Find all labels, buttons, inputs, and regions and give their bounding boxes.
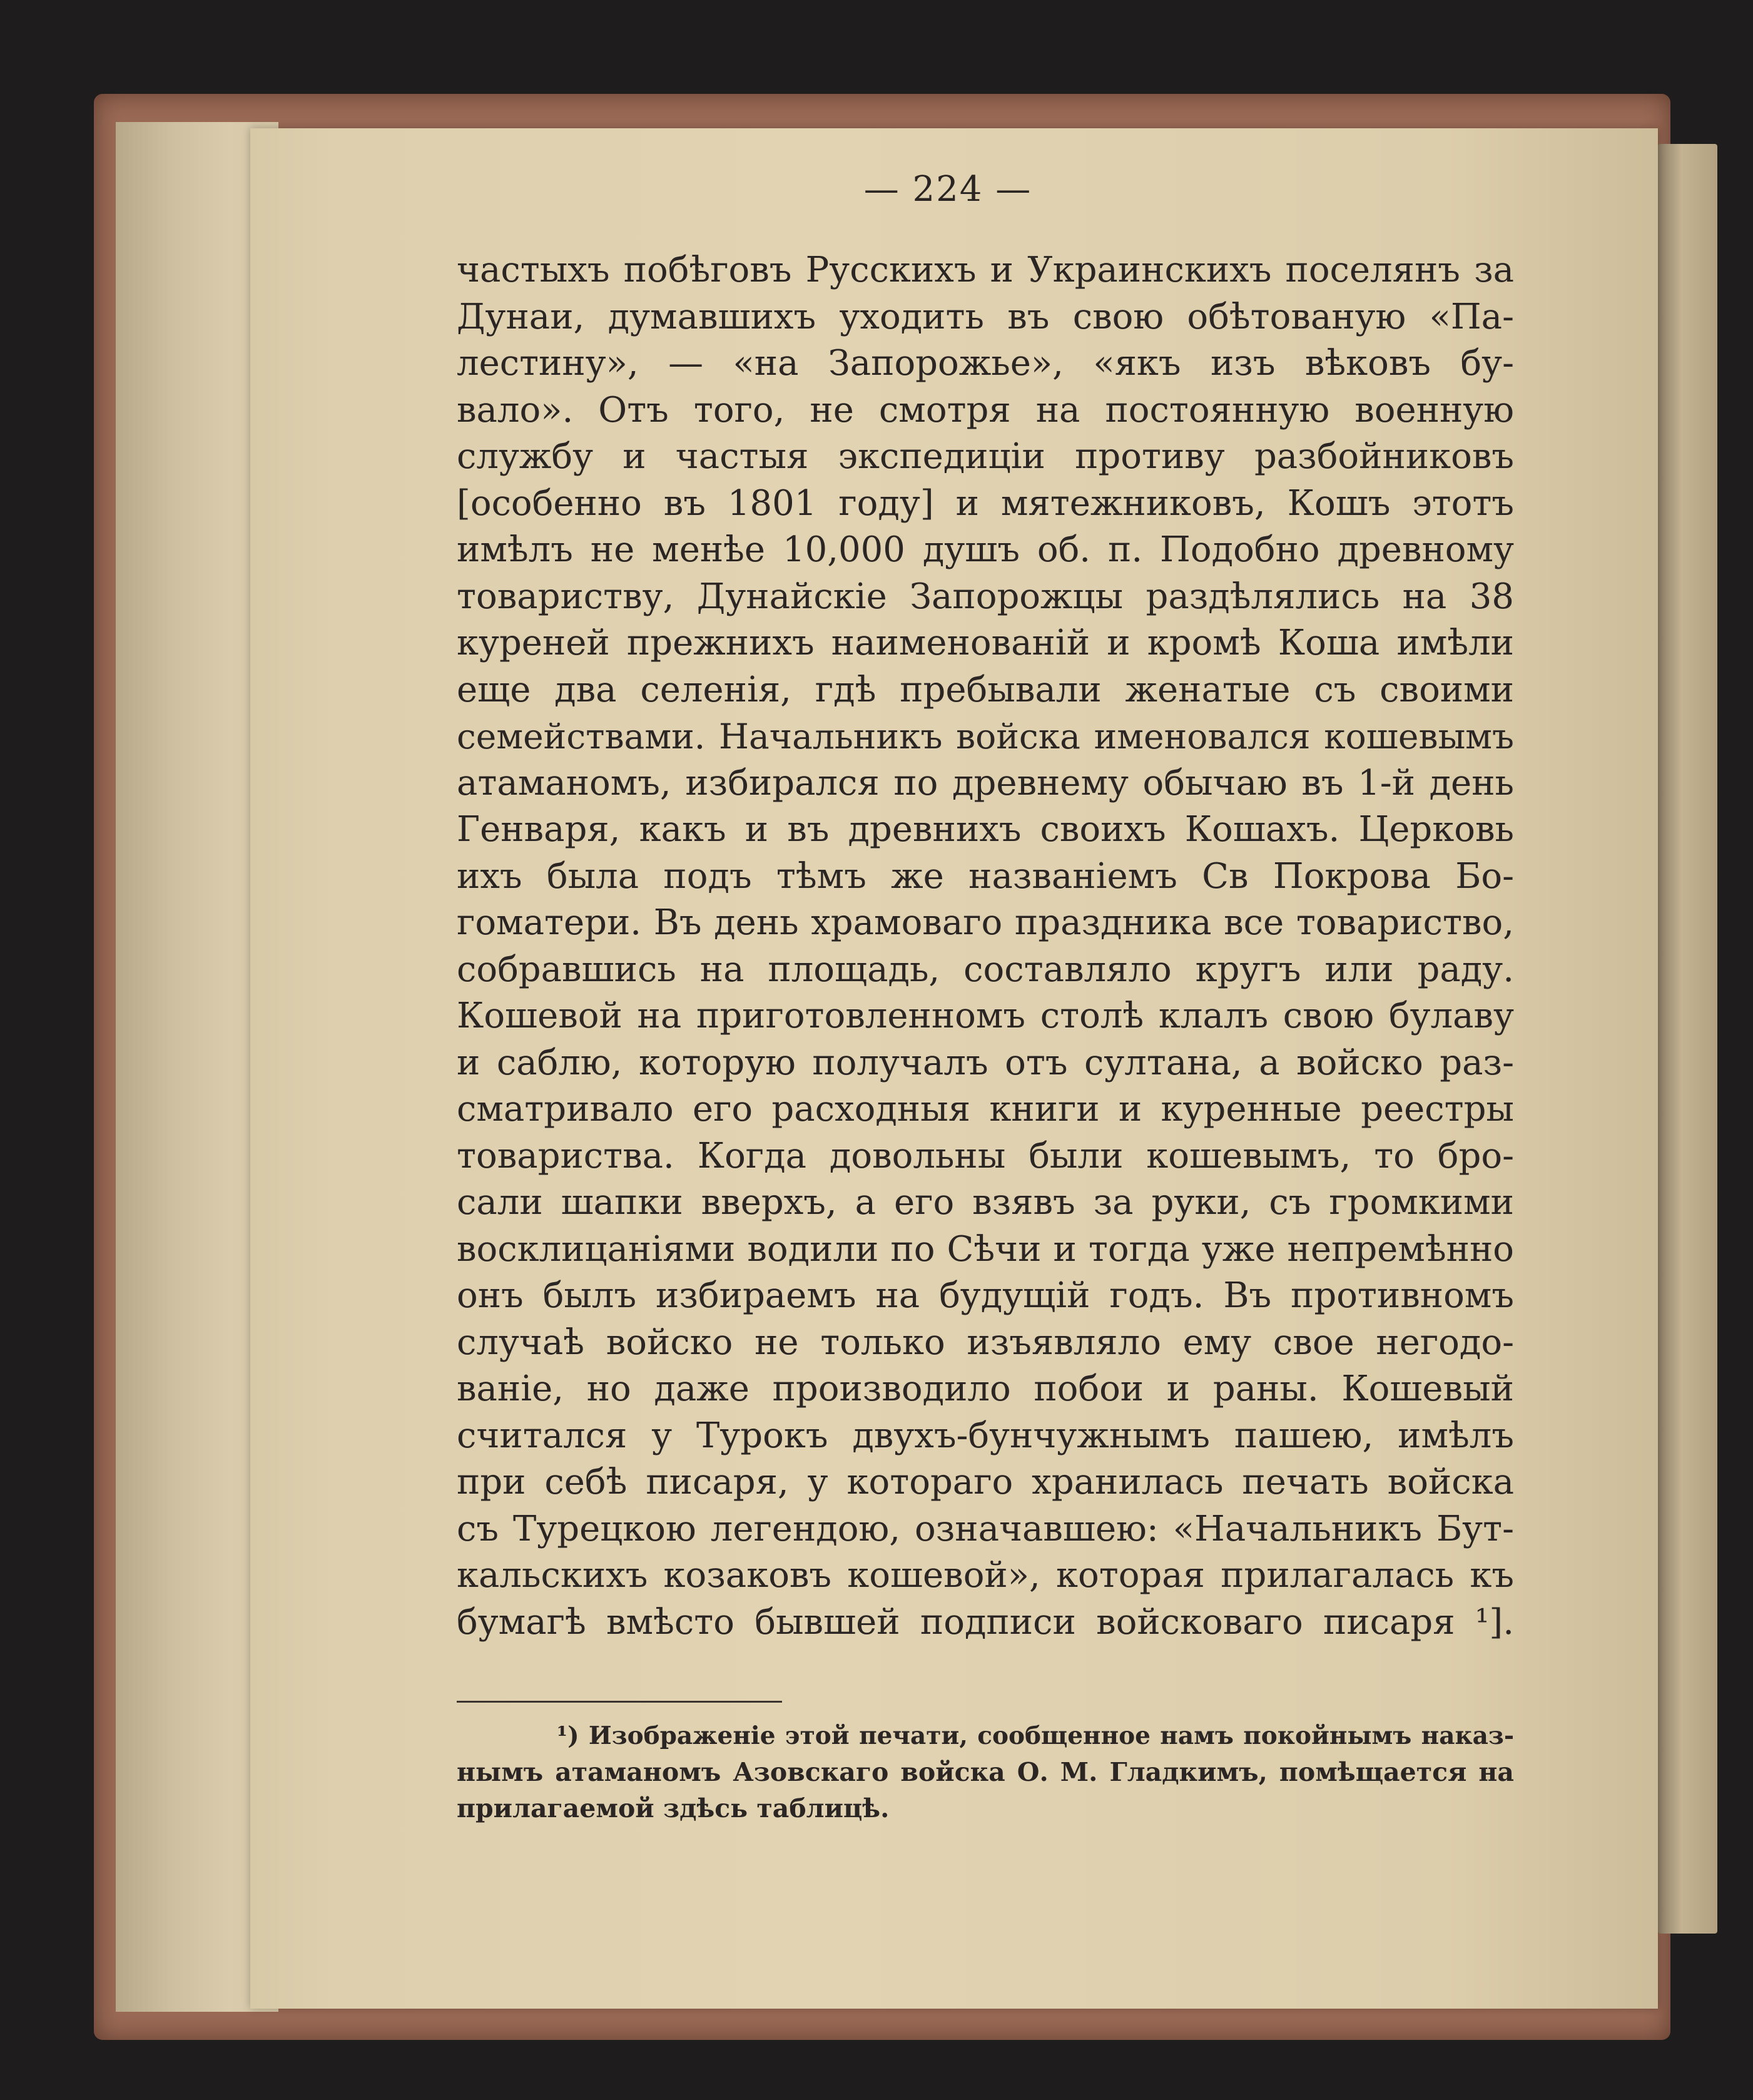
text-line: гоматери. Въ день храмоваго праздника все товариство, [457, 902, 1514, 943]
text-line: Дунаи, думавшихъ уходить въ свою обѣтованую «Па- [457, 296, 1514, 337]
text-line: при себѣ писаря, у котораго хранилась печать войска [457, 1462, 1514, 1502]
text-line: восклицаніями водили по Сѣчи и тогда уже непремѣнно [457, 1228, 1514, 1270]
page-number: — 224 — [863, 169, 1032, 210]
text-line: куреней прежнихъ наименованій и кромѣ Коша имѣли [457, 623, 1514, 663]
text-line: онъ былъ избираемъ на будущій годъ. Въ противномъ [457, 1275, 1514, 1316]
text-line: атаманомъ, избирался по древнему обычаю въ 1-й день [457, 762, 1514, 803]
text-line: собравшись на площадь, составляло кругъ или раду. [457, 949, 1514, 990]
body-text [457, 247, 1514, 1646]
text-line: ваніе, но даже производило побои и раны. Кошевый [457, 1369, 1514, 1409]
text-line: еще два селенія, гдѣ пребывали женатые съ своими [457, 669, 1514, 710]
text-line: съ Турецкою легендою, означавшею: «Начальникъ Бут- [457, 1508, 1514, 1549]
text-line: службу и частыя экспедиціи противу разбойниковъ [457, 436, 1514, 477]
text-line: товариству, Дунайскіе Запорожцы раздѣлялись на 38 [457, 576, 1514, 617]
text-line: [особенно въ 1801 году] и мятежниковъ, Кошъ этотъ [457, 482, 1514, 524]
footnote-line: нымъ атаманомъ Азовскаго войска О. М. Гладкимъ, помѣщается на [457, 1757, 1514, 1787]
text-line: семействами. Начальникъ войска именовался кошевымъ [457, 716, 1514, 757]
text-line: сматривало его расходныя книги и куренные реестры [457, 1089, 1514, 1129]
text-line: Кошевой на приготовленномъ столѣ клалъ свою булаву [457, 996, 1514, 1036]
text-line: имѣлъ не менѣе 10,000 душъ об. п. Подобно древному [457, 529, 1514, 570]
footnote-divider [457, 1701, 782, 1703]
text-line: товариства. Когда довольны были кошевымъ, то бро- [457, 1135, 1514, 1176]
text-line: Генваря, какъ и въ древнихъ своихъ Кошахъ. Церковь [457, 809, 1514, 850]
text-line: и саблю, которую получалъ отъ султана, а войско раз- [457, 1042, 1514, 1083]
text-line: лестину», — «на Запорожье», «якъ изъ вѣковъ бу- [457, 343, 1514, 384]
right-page-edge [1658, 144, 1717, 1934]
footnote-line: прилагаемой здѣсь таблицѣ. [457, 1793, 890, 1823]
text-line: вало». Отъ того, не смотря на постоянную военную [457, 389, 1514, 431]
text-line: считался у Турокъ двухъ-бунчужнымъ пашею, имѣлъ [457, 1415, 1514, 1456]
text-line: частыхъ побѣговъ Русскихъ и Украинскихъ поселянъ за [457, 250, 1514, 290]
footnote [457, 1718, 1514, 1827]
text-line: бумагѣ вмѣсто бывшей подписи войсковаго писаря ¹]. [457, 1601, 1514, 1643]
text-line: кальскихъ козаковъ кошевой», которая прилагалась къ [457, 1555, 1514, 1596]
footnote-line: ¹) Изображеніе этой печати, сообщенное намъ покойнымъ наказ- [557, 1721, 1514, 1750]
text-line: ихъ была подъ тѣмъ же названіемъ Св Покрова Бо- [457, 855, 1514, 897]
text-line: случаѣ войско не только изъявляло ему свое негодо- [457, 1322, 1514, 1363]
text-line: сали шапки вверхъ, а его взявъ за руки, съ громкими [457, 1182, 1514, 1223]
